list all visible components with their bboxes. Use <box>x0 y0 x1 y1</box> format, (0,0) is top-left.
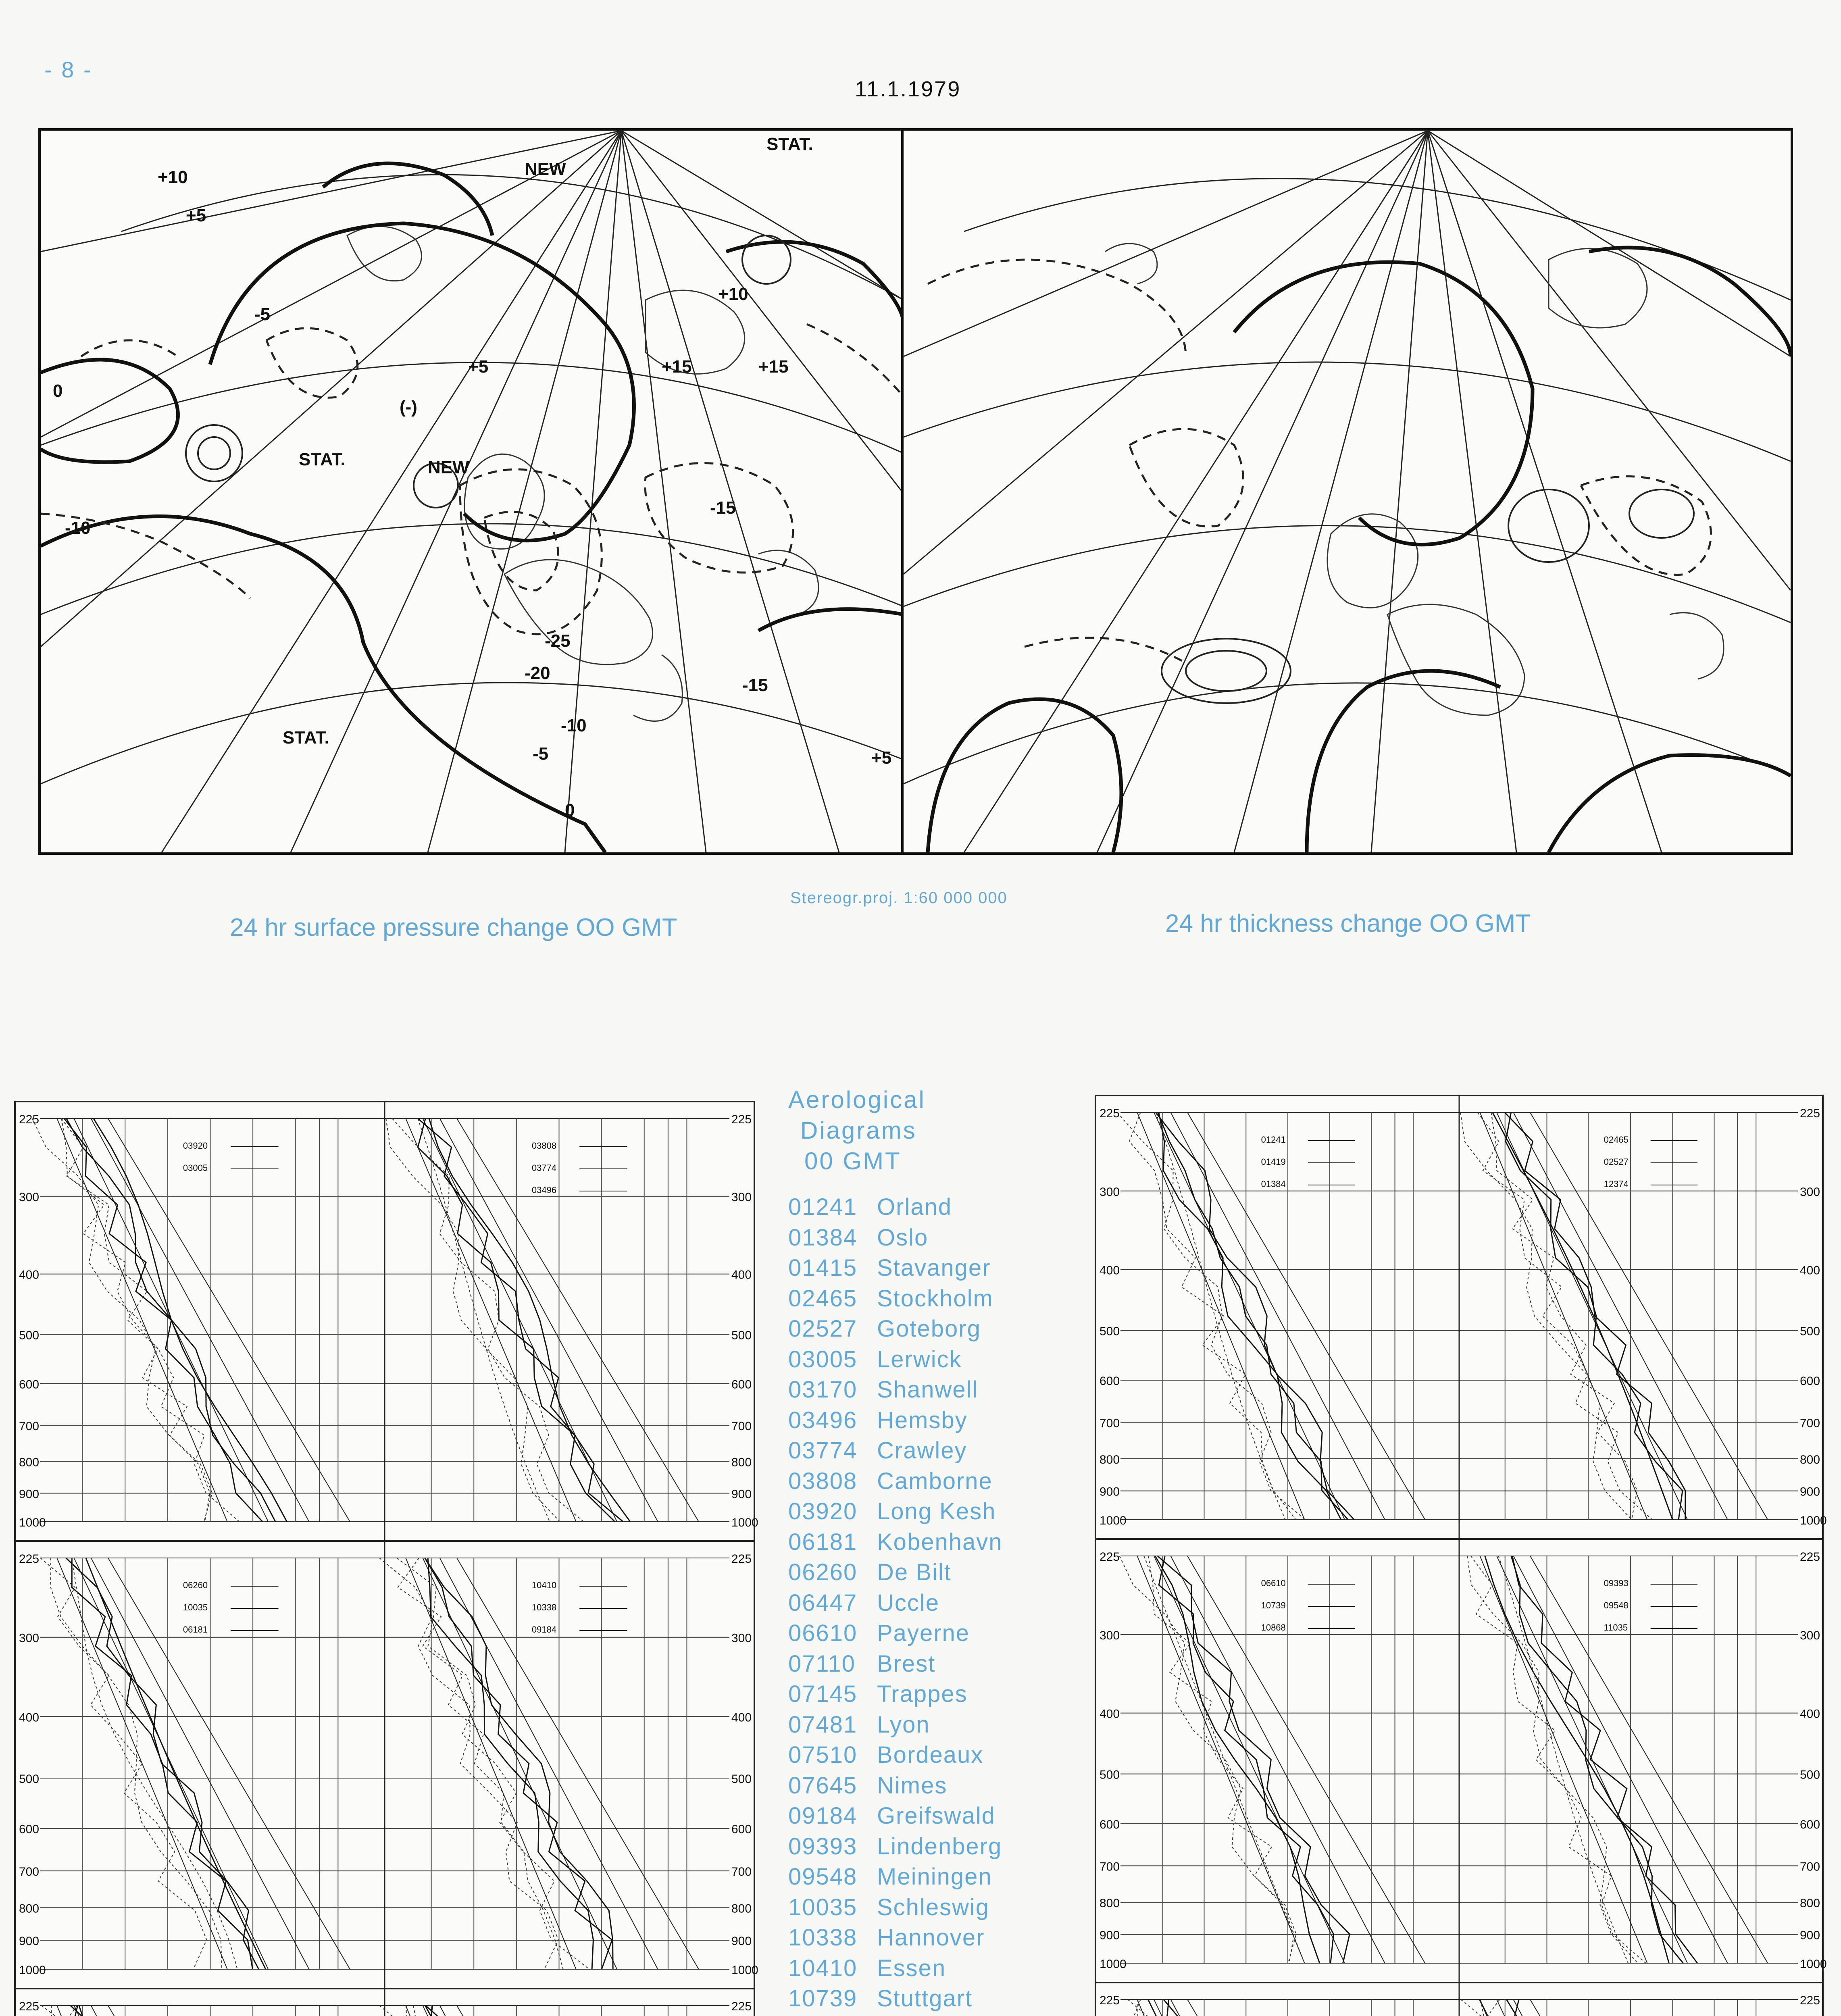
pressure-tick-label: 225 <box>1100 1550 1120 1564</box>
sounding-station-label: 02465 <box>1604 1135 1629 1145</box>
sounding-station-label: 06610 <box>1261 1578 1286 1588</box>
map-label: 0 <box>565 800 575 820</box>
adiabat-line <box>1530 1999 1768 2016</box>
station-row <box>788 1435 1066 1466</box>
pressure-tick-label: 225 <box>1100 1994 1120 2007</box>
map-label: NEW <box>525 159 566 179</box>
pressure-tick-label: 800 <box>731 1902 752 1916</box>
station-id: 10035 <box>788 1894 858 1920</box>
station-id: 07481 <box>788 1711 858 1738</box>
pressure-tick-label: 1000 <box>1100 1958 1127 1971</box>
station-id: 01415 <box>788 1255 858 1281</box>
station-row <box>788 1466 1066 1497</box>
sounding-station-label: 06181 <box>183 1624 208 1635</box>
station-name: Stuttgart <box>877 1985 973 2012</box>
pressure-tick-label: 800 <box>1100 1453 1120 1466</box>
station-id: 10410 <box>788 1955 858 1981</box>
pressure-tick-label: 800 <box>1800 1896 1820 1910</box>
pressure-tick-label: 600 <box>1100 1818 1120 1832</box>
station-row <box>788 1618 1066 1649</box>
station-row <box>788 1801 1066 1831</box>
station-id: 07510 <box>788 1742 858 1768</box>
pressure-tick-label: 225 <box>731 1113 752 1126</box>
pressure-tick-label: 900 <box>731 1487 752 1501</box>
pressure-tick-label: 700 <box>19 1865 40 1879</box>
pressure-tick-label: 600 <box>731 1822 752 1836</box>
pressure-tick-label: 300 <box>1100 1629 1120 1642</box>
pressure-tick-label: 1000 <box>1800 1514 1827 1527</box>
station-row <box>788 1740 1066 1770</box>
station-name: Hannover <box>877 1924 985 1951</box>
sounding-station-label: 09184 <box>531 1624 557 1635</box>
adiabat-line <box>74 2006 269 2016</box>
station-row <box>788 1527 1066 1558</box>
station-row <box>788 1375 1066 1405</box>
pressure-tick-label: 500 <box>1800 1325 1820 1338</box>
map-label: -10 <box>561 716 587 735</box>
station-row <box>788 1770 1066 1801</box>
station-name: Brest <box>877 1650 936 1677</box>
map-label: -25 <box>545 631 571 651</box>
map-label: -15 <box>710 498 736 518</box>
pressure-tick-label: 500 <box>1100 1325 1120 1338</box>
station-name: Payerne <box>877 1620 970 1646</box>
pressure-tick-label: 400 <box>1100 1264 1120 1277</box>
pressure-tick-label: 1000 <box>1800 1958 1827 1971</box>
pressure-tick-label: 300 <box>1800 1629 1820 1642</box>
sounding-station-label: 01419 <box>1261 1157 1286 1167</box>
station-name: Uccle <box>877 1589 940 1616</box>
station-row <box>788 1344 1066 1375</box>
station-id: 06260 <box>788 1559 858 1585</box>
pressure-tick-label: 900 <box>731 1934 752 1948</box>
map-label: -5 <box>533 744 549 764</box>
adiabat-line <box>440 2006 658 2016</box>
aerological-diagram-panel <box>1095 1095 1827 1541</box>
map-label: NEW <box>428 458 469 477</box>
temperature-profile <box>1512 1999 1697 2016</box>
station-id: 06610 <box>788 1620 858 1646</box>
station-row <box>788 1314 1066 1344</box>
sounding-station-label: 01241 <box>1261 1135 1286 1145</box>
pressure-tick-label: 400 <box>1800 1264 1820 1277</box>
station-name: Goteborg <box>877 1316 981 1342</box>
station-row <box>788 1862 1066 1892</box>
pressure-tick-label: 700 <box>1100 1416 1120 1430</box>
station-name: Hemsby <box>877 1407 968 1433</box>
sounding-station-label: 10739 <box>1261 1600 1286 1610</box>
pressure-tick-label: 900 <box>19 1487 40 1501</box>
station-name: Schleswig <box>877 1894 990 1920</box>
pressure-tick-label: 600 <box>1100 1375 1120 1388</box>
pressure-tick-label: 500 <box>731 1772 752 1786</box>
station-row <box>788 1649 1066 1679</box>
station-id <box>788 2014 877 2016</box>
thickness-change-map <box>901 128 1793 855</box>
pressure-tick-label: 700 <box>1800 1416 1820 1430</box>
surface-pressure-caption: 24 hr surface pressure change OO GMT <box>230 914 677 941</box>
station-name: Nimes <box>877 1772 948 1799</box>
station-name: De Bilt <box>877 1559 952 1585</box>
station-id: 09548 <box>788 1864 858 1890</box>
sounding-station-label: 03496 <box>531 1185 557 1195</box>
thickness-caption: 24 hr thickness change OO GMT <box>1165 910 1531 937</box>
pressure-tick-label: 600 <box>731 1378 752 1391</box>
pressure-tick-label: 1000 <box>1100 1514 1127 1527</box>
station-row <box>788 1588 1066 1618</box>
map-label: -10 <box>65 518 91 538</box>
pressure-tick-label: 225 <box>731 2000 752 2013</box>
sounding-station-label: 02527 <box>1604 1157 1629 1167</box>
station-name: Lyon <box>877 1711 930 1738</box>
adiabat-line <box>91 2006 309 2016</box>
station-row <box>788 1557 1066 1588</box>
station-row <box>788 1831 1066 1862</box>
station-id: 03774 <box>788 1437 858 1464</box>
adiabat-line <box>108 2006 350 2016</box>
temperature-profile <box>425 2006 635 2016</box>
pressure-tick-label: 500 <box>731 1329 752 1342</box>
station-id: 07110 <box>788 1650 856 1677</box>
map-label: -15 <box>742 675 768 695</box>
pressure-tick-label: 400 <box>731 1711 752 1724</box>
pressure-tick-label: 300 <box>731 1190 752 1204</box>
page-number: - 8 - <box>44 57 93 82</box>
map-label: +5 <box>186 206 206 225</box>
pressure-tick-label: 600 <box>19 1378 40 1391</box>
pressure-tick-label: 600 <box>1800 1375 1820 1388</box>
station-name: Long Kesh <box>877 1498 996 1524</box>
station-id: 03170 <box>788 1377 858 1403</box>
station-name: Crawley <box>877 1437 967 1464</box>
pressure-tick-label: 300 <box>19 1631 40 1645</box>
pressure-tick-label: 800 <box>19 1902 40 1916</box>
pressure-tick-label: 1000 <box>19 1516 46 1529</box>
station-name <box>877 2014 987 2016</box>
pressure-tick-label: 600 <box>19 1822 40 1836</box>
pressure-tick-label: 225 <box>19 2000 40 2013</box>
pressure-tick-label: 500 <box>19 1329 40 1342</box>
station-row <box>788 1192 1066 1223</box>
pressure-tick-label: 900 <box>1100 1485 1120 1499</box>
pressure-tick-label: 225 <box>1800 1107 1820 1120</box>
sounding-station-label: 03920 <box>183 1141 208 1151</box>
map-label: (-) <box>400 397 417 417</box>
sounding-station-label: 06260 <box>183 1580 208 1590</box>
page-date: 11.1.1979 <box>855 77 961 101</box>
pressure-tick-label: 900 <box>1100 1929 1120 1942</box>
dewpoint-profile <box>413 2006 579 2016</box>
pressure-tick-label: 900 <box>1800 1485 1820 1499</box>
station-row <box>788 1405 1066 1436</box>
pressure-tick-label: 900 <box>1800 1929 1820 1942</box>
station-name: Shanwell <box>877 1377 979 1403</box>
sounding-station-label: 10868 <box>1261 1622 1286 1633</box>
sounding-station-label: 03005 <box>183 1163 208 1173</box>
station-name: Stavanger <box>877 1255 991 1281</box>
station-row <box>788 2014 1066 2016</box>
aerological-diagram-panel <box>14 1540 758 1991</box>
station-id: 03808 <box>788 1468 858 1494</box>
station-id: 09393 <box>788 1833 858 1860</box>
station-name: Trappes <box>877 1681 968 1707</box>
station-name: Lerwick <box>877 1346 962 1372</box>
sounding-station-label: 10410 <box>531 1580 557 1590</box>
sounding-station-label: 01384 <box>1261 1179 1286 1189</box>
station-name: Stockholm <box>877 1285 993 1312</box>
station-id: 06181 <box>788 1529 858 1555</box>
temperature-profile <box>425 2006 611 2016</box>
pressure-tick-label: 500 <box>19 1772 40 1786</box>
station-row <box>788 1223 1066 1253</box>
station-id: 07645 <box>788 1772 858 1799</box>
station-id: 03496 <box>788 1407 858 1433</box>
temperature-profile <box>1148 1999 1341 2016</box>
station-id: 07145 <box>788 1681 858 1707</box>
station-name: Oslo <box>877 1224 929 1251</box>
station-row <box>788 1283 1066 1314</box>
projection-caption: Stereogr.proj. 1:60 000 000 <box>790 889 1008 907</box>
temperature-profile <box>1479 1999 1684 2016</box>
station-id: 10739 <box>788 1985 858 2012</box>
sounding-station-label: 12374 <box>1604 1179 1629 1189</box>
pressure-tick-label: 900 <box>19 1934 40 1948</box>
pressure-tick-label: 225 <box>1800 1994 1820 2007</box>
station-id: 01384 <box>788 1224 858 1251</box>
station-id: 02527 <box>788 1316 858 1342</box>
dewpoint-profile <box>1138 1999 1306 2016</box>
map-label: +10 <box>718 284 748 304</box>
map-label: +10 <box>158 167 188 187</box>
pressure-tick-label: 700 <box>1800 1860 1820 1874</box>
pressure-tick-label: 500 <box>1800 1768 1820 1782</box>
map-label: STAT. <box>283 728 329 748</box>
legend-title-line: Aerological <box>788 1086 926 1113</box>
pressure-tick-label: 300 <box>1100 1185 1120 1199</box>
map-label: +15 <box>758 357 789 377</box>
temperature-profile <box>1506 1999 1691 2016</box>
map-label: STAT. <box>766 134 813 154</box>
station-id: 09184 <box>788 1803 858 1829</box>
station-row <box>788 1496 1066 1527</box>
pressure-tick-label: 800 <box>1800 1453 1820 1466</box>
sounding-station-label: 09548 <box>1604 1600 1629 1610</box>
adiabat-line <box>423 2006 617 2016</box>
sounding-station-label: 03808 <box>531 1141 557 1151</box>
adiabat-line <box>1171 1999 1385 2016</box>
map-label: +5 <box>468 357 489 377</box>
station-name: Bordeaux <box>877 1742 984 1768</box>
pressure-tick-label: 225 <box>19 1113 40 1126</box>
adiabat-line <box>457 2006 699 2016</box>
sounding-station-label: 10035 <box>183 1602 208 1612</box>
temperature-profile <box>1164 1999 1363 2016</box>
map-label: +15 <box>662 357 692 377</box>
pressure-tick-label: 400 <box>19 1268 40 1282</box>
pressure-tick-label: 225 <box>1100 1107 1120 1120</box>
station-row <box>788 1953 1066 1984</box>
pressure-tick-label: 300 <box>1800 1185 1820 1199</box>
pressure-tick-label: 800 <box>731 1456 752 1469</box>
station-name: Greifswald <box>877 1803 995 1829</box>
pressure-tick-label: 700 <box>731 1865 752 1879</box>
station-row <box>788 1710 1066 1740</box>
sounding-station-label: 10338 <box>531 1602 557 1612</box>
pressure-tick-label: 400 <box>1800 1707 1820 1721</box>
aerological-diagram-panel <box>14 1988 755 2016</box>
adiabat-line <box>1187 1999 1425 2016</box>
station-id: 06447 <box>788 1589 858 1616</box>
legend-title-line: Diagrams <box>800 1117 917 1144</box>
pressure-tick-label: 400 <box>1100 1707 1120 1721</box>
station-row <box>788 1679 1066 1710</box>
pressure-tick-label: 1000 <box>731 1516 758 1529</box>
station-row <box>788 1983 1066 2014</box>
sounding-station-label: 09393 <box>1604 1578 1629 1588</box>
pressure-tick-label: 225 <box>19 1552 40 1566</box>
pressure-tick-label: 225 <box>731 1552 752 1566</box>
station-list <box>788 1192 1066 2016</box>
map-label: 0 <box>53 381 63 401</box>
pressure-tick-label: 1000 <box>731 1964 758 1977</box>
pressure-tick-label: 1000 <box>19 1964 46 1977</box>
pressure-tick-label: 500 <box>1100 1768 1120 1782</box>
temperature-profile <box>71 2006 250 2016</box>
pressure-tick-label: 700 <box>19 1419 40 1433</box>
station-name: Essen <box>877 1955 946 1981</box>
map-label: -20 <box>525 663 550 683</box>
adiabat-line <box>1154 1999 1345 2016</box>
legend-title-line: 00 GMT <box>804 1148 902 1175</box>
adiabat-line <box>1514 1999 1728 2016</box>
station-name: Orland <box>877 1194 952 1220</box>
sounding-station-label: 03774 <box>531 1163 557 1173</box>
station-id: 03920 <box>788 1498 858 1524</box>
pressure-tick-label: 700 <box>1100 1860 1120 1874</box>
station-id: 01241 <box>788 1194 858 1220</box>
pressure-tick-label: 600 <box>1800 1818 1820 1832</box>
pressure-tick-label: 800 <box>19 1456 40 1469</box>
surface-pressure-change-map <box>38 128 906 855</box>
map-label: -5 <box>254 304 271 324</box>
map-label: STAT. <box>299 450 346 469</box>
station-row <box>788 1253 1066 1283</box>
station-legend <box>788 1085 1066 2016</box>
dewpoint-profile <box>1129 1999 1295 2016</box>
pressure-tick-label: 800 <box>1100 1896 1120 1910</box>
pressure-tick-label: 400 <box>731 1268 752 1282</box>
adiabat-line <box>1497 1999 1687 2016</box>
legend-title <box>788 1085 1066 1177</box>
station-name: Kobenhavn <box>877 1529 1003 1555</box>
station-id: 10338 <box>788 1924 858 1951</box>
pressure-tick-label: 700 <box>731 1419 752 1433</box>
pressure-tick-label: 400 <box>19 1711 40 1724</box>
dewpoint-profile <box>41 2006 234 2016</box>
station-name: Camborne <box>877 1468 993 1494</box>
temperature-profile <box>1166 1999 1353 2016</box>
pressure-tick-label: 300 <box>19 1190 40 1204</box>
aerological-diagram-panel <box>1095 1538 1827 1985</box>
station-row <box>788 1922 1066 1953</box>
station-row <box>788 1892 1066 1923</box>
aerological-diagram-panel <box>14 1101 758 1543</box>
pressure-tick-label: 300 <box>731 1631 752 1645</box>
sounding-station-label: 11035 <box>1604 1622 1628 1633</box>
aerological-diagram-panel <box>1095 1982 1824 2016</box>
pressure-tick-label: 225 <box>1800 1550 1820 1564</box>
station-id: 02465 <box>788 1285 858 1312</box>
map-label: +5 <box>871 748 892 768</box>
station-name: Lindenberg <box>877 1833 1002 1860</box>
station-id: 03005 <box>788 1346 858 1372</box>
station-name: Meiningen <box>877 1864 992 1890</box>
